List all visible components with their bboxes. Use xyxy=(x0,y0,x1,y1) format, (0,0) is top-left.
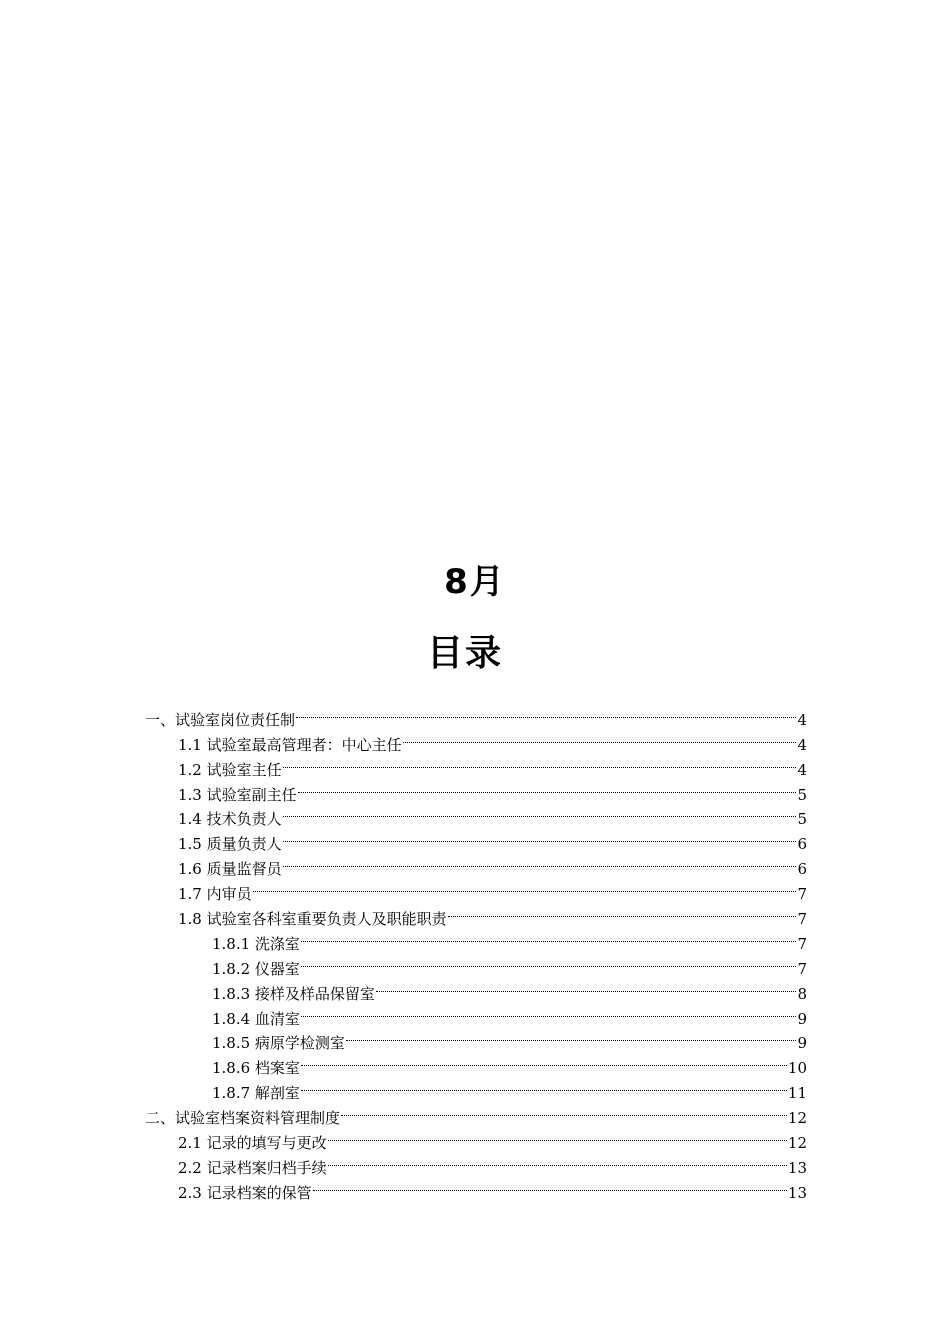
toc-entry-page-number: 11 xyxy=(787,1084,807,1103)
toc-entry-page-number: 12 xyxy=(787,1109,807,1128)
toc-entry-title: 1.3 试验室副主任 xyxy=(178,785,297,804)
toc-entry-title: 2.1 记录的填写与更改 xyxy=(178,1134,327,1153)
toc-entry-page-number: 7 xyxy=(797,885,807,904)
toc-entry-page-number: 13 xyxy=(787,1158,807,1177)
toc-dot-leader xyxy=(298,775,797,800)
toc-entry[interactable] xyxy=(178,725,807,754)
toc-entry-title: 1.8.7 解剖室 xyxy=(212,1084,300,1103)
toc-entry-page-number: 4 xyxy=(797,710,807,729)
month-title: 8月 xyxy=(444,562,506,602)
toc-entry[interactable] xyxy=(212,999,807,1028)
toc-entry-title: 2.2 记录档案归档手续 xyxy=(178,1158,327,1177)
toc-dot-leader xyxy=(301,1048,787,1073)
toc-entry[interactable] xyxy=(145,1098,807,1128)
toc-dot-leader xyxy=(341,1098,787,1123)
toc-entry[interactable] xyxy=(212,1073,807,1103)
toc-entry-title: 1.4 技术负责人 xyxy=(178,810,282,829)
toc-entry-title: 2.3 记录档案的保管 xyxy=(178,1183,312,1202)
toc-entry[interactable] xyxy=(212,1048,807,1078)
toc-entry-title: 一、试验室岗位责任制 xyxy=(145,710,296,729)
toc-entry[interactable] xyxy=(178,849,807,879)
toc-dot-leader xyxy=(448,899,797,924)
toc-entry-page-number: 9 xyxy=(797,1034,807,1053)
toc-entry[interactable] xyxy=(178,1123,807,1153)
toc-entry-title: 1.8.4 血清室 xyxy=(212,1009,300,1028)
toc-entry-page-number: 4 xyxy=(797,760,807,779)
toc-entry-title: 1.5 质量负责人 xyxy=(178,835,282,854)
toc-dot-leader xyxy=(283,750,797,775)
toc-dot-leader xyxy=(376,974,797,999)
toc-entry-title: 1.8.5 病原学检测室 xyxy=(212,1034,345,1053)
toc-entry-page-number: 4 xyxy=(797,735,807,754)
toc-dot-leader xyxy=(313,1173,787,1198)
toc-entry[interactable] xyxy=(178,824,807,854)
toc-entry-page-number: 7 xyxy=(797,910,807,929)
toc-entry[interactable] xyxy=(178,775,807,804)
toc-entry-title: 1.8.2 仪器室 xyxy=(212,959,300,978)
toc-dot-leader xyxy=(346,1024,797,1049)
toc-entry[interactable] xyxy=(178,1148,807,1177)
toc-dot-leader xyxy=(296,700,796,725)
toc-entry-title: 1.2 试验室主任 xyxy=(178,760,282,779)
toc-entry[interactable] xyxy=(212,949,807,978)
toc-entry[interactable] xyxy=(178,750,807,779)
toc-entry[interactable] xyxy=(145,700,807,729)
toc-entry[interactable] xyxy=(212,924,807,953)
toc-entry-page-number: 6 xyxy=(797,835,807,854)
toc-dot-leader xyxy=(301,1073,787,1098)
toc-entry-page-number: 7 xyxy=(797,959,807,978)
toc-entry[interactable] xyxy=(178,899,807,929)
toc-entry-title: 1.8 试验室各科室重要负责人及职能职责 xyxy=(178,910,447,929)
toc-dot-leader xyxy=(301,949,797,974)
toc-title: 目录 xyxy=(426,633,503,674)
toc-dot-leader xyxy=(283,849,797,874)
toc-entry-title: 1.7 内审员 xyxy=(178,885,252,904)
toc-entry[interactable] xyxy=(212,974,807,1003)
toc-entry[interactable] xyxy=(178,874,807,904)
toc-entry[interactable] xyxy=(212,1024,807,1053)
toc-entry-title: 1.8.1 洗涤室 xyxy=(212,934,300,953)
toc-dot-leader xyxy=(283,824,797,849)
toc-dot-leader xyxy=(253,874,797,899)
toc-entry-title: 二、试验室档案资料管理制度 xyxy=(145,1109,341,1128)
toc-dot-leader xyxy=(328,1123,787,1148)
toc-entry-page-number: 5 xyxy=(797,810,807,829)
toc-entry-page-number: 9 xyxy=(797,1009,807,1028)
toc-entry-title: 1.6 质量监督员 xyxy=(178,860,282,879)
toc-entry-page-number: 13 xyxy=(787,1183,807,1202)
table-of-contents xyxy=(0,700,950,1202)
toc-entry-title: 1.8.6 档案室 xyxy=(212,1059,300,1078)
toc-dot-leader xyxy=(328,1148,787,1173)
toc-entry[interactable] xyxy=(178,1173,807,1202)
toc-dot-leader xyxy=(283,800,797,825)
toc-dot-leader xyxy=(301,924,797,949)
toc-entry-page-number: 10 xyxy=(787,1059,807,1078)
toc-entry-page-number: 5 xyxy=(797,785,807,804)
toc-entry-title: 1.8.3 接样及样品保留室 xyxy=(212,984,375,1003)
toc-entry[interactable] xyxy=(178,800,807,829)
toc-entry-title: 1.1 试验室最高管理者：中心主任 xyxy=(178,735,402,754)
toc-entry-page-number: 12 xyxy=(787,1134,807,1153)
toc-dot-leader xyxy=(301,999,797,1024)
toc-entry-page-number: 6 xyxy=(797,860,807,879)
toc-entry-page-number: 7 xyxy=(797,934,807,953)
toc-entry-page-number: 8 xyxy=(797,984,807,1003)
toc-dot-leader xyxy=(403,725,797,750)
